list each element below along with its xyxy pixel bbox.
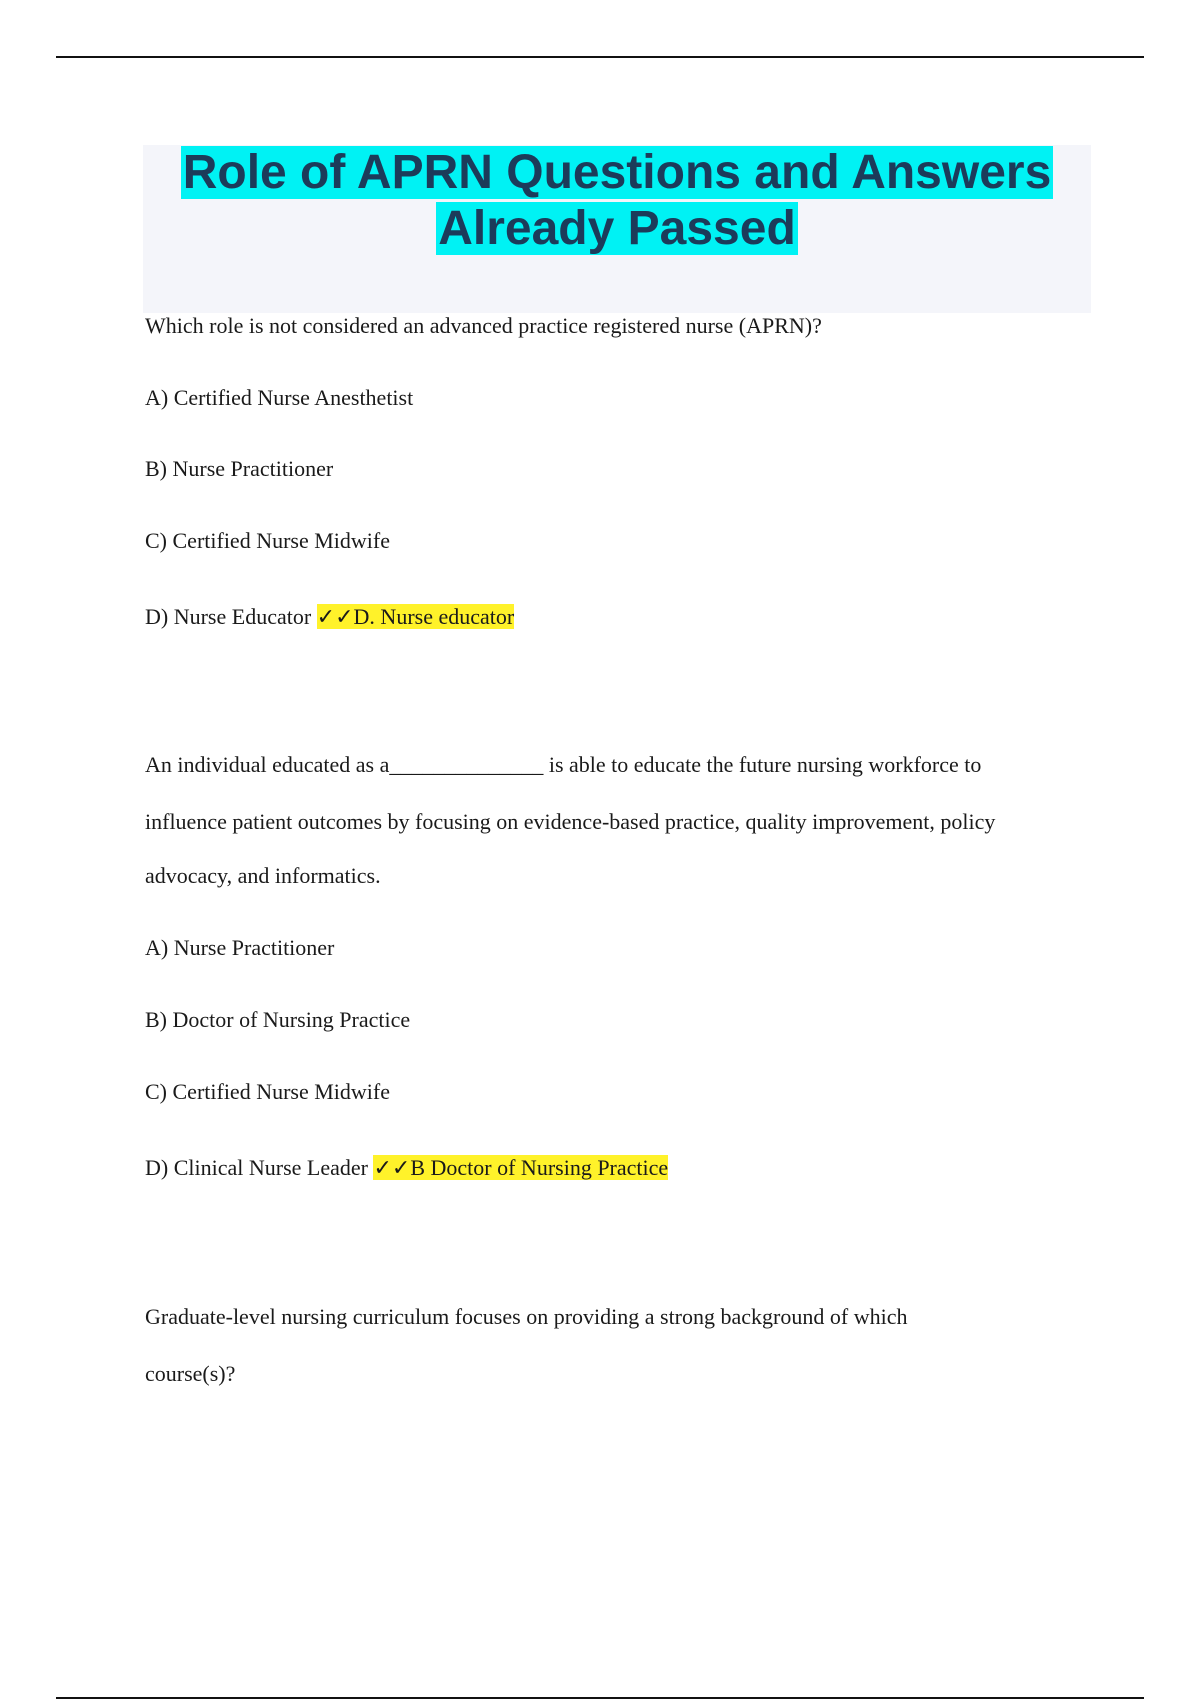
- q2-answer: ✓✓B Doctor of Nursing Practice: [373, 1155, 669, 1180]
- q1-option-a: A) Certified Nurse Anesthetist: [145, 385, 414, 410]
- q1-option-d-row: [145, 603, 514, 631]
- q1-option-c: C) Certified Nurse Midwife: [145, 528, 390, 553]
- q3-question-line-2: course(s)?: [145, 1361, 236, 1386]
- q2-option-a: A) Nurse Practitioner: [145, 935, 335, 960]
- footer-rule: [56, 1697, 1144, 1699]
- q3-question-line-1: Graduate-level nursing curriculum focuses on providing a strong background of which: [145, 1304, 908, 1329]
- q2-question-line-2: influence patient outcomes by focusing on evidence-based practice, quality improvement, policy: [145, 809, 996, 834]
- document-title: [143, 145, 1091, 257]
- title-line-2: Already Passed: [438, 202, 796, 255]
- q2-option-d: D) Clinical Nurse Leader: [145, 1155, 368, 1180]
- q1-question: Which role is not considered an advanced practice registered nurse (APRN)?: [145, 313, 822, 338]
- q1-option-d: D) Nurse Educator: [145, 604, 312, 629]
- q2-question-line-3: advocacy, and informatics.: [145, 863, 381, 888]
- title-line-1: Role of APRN Questions and Answers: [182, 146, 1052, 199]
- q2-option-b: B) Doctor of Nursing Practice: [145, 1007, 411, 1032]
- q2-option-c: C) Certified Nurse Midwife: [145, 1079, 390, 1104]
- header-rule: [56, 56, 1144, 58]
- q1-option-b: B) Nurse Practitioner: [145, 456, 334, 481]
- q2-question-line-1: An individual educated as a______________ is able to educate the future nursing workforce to: [145, 752, 982, 777]
- q1-answer: ✓✓D. Nurse educator: [316, 604, 515, 629]
- q2-option-d-row: [145, 1154, 668, 1182]
